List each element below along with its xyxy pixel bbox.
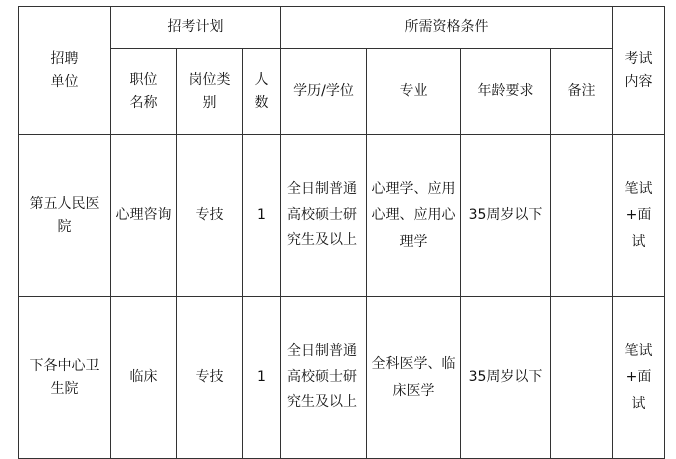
cell-major: 心理学、应用心理、应用心理学 [367,135,461,297]
cell-education: 全日制普通高校硕士研究生及以上 [281,135,367,297]
recruitment-table-container [18,6,665,459]
cell-position-type: 专技 [177,297,243,459]
cell-exam: 笔试+面试 [613,135,665,297]
cell-position-type: 专技 [177,135,243,297]
cell-education: 全日制普通高校硕士研究生及以上 [281,297,367,459]
cell-remarks [551,297,613,459]
cell-age: 35周岁以下 [461,135,551,297]
header-row-top [19,7,665,49]
header-exam: 考试内容 [613,7,665,135]
header-remarks: 备注 [551,49,613,135]
cell-unit: 下各中心卫生院 [19,297,111,459]
header-position-type: 岗位类别 [177,49,243,135]
header-major: 专业 [367,49,461,135]
cell-major: 全科医学、临床医学 [367,297,461,459]
cell-count: 1 [243,135,281,297]
recruitment-table [18,6,665,459]
cell-age: 35周岁以下 [461,297,551,459]
cell-position-name: 心理咨询 [111,135,177,297]
header-plan: 招考计划 [111,7,281,49]
header-position-name: 职位名称 [111,49,177,135]
table-row [19,297,665,459]
header-count: 人数 [243,49,281,135]
table-row [19,135,665,297]
header-unit: 招聘单位 [19,7,111,135]
header-row-sub [19,49,665,135]
cell-exam: 笔试+面试 [613,297,665,459]
cell-count: 1 [243,297,281,459]
header-qualifications: 所需资格条件 [281,7,613,49]
cell-position-name: 临床 [111,297,177,459]
header-education: 学历/学位 [281,49,367,135]
header-age: 年龄要求 [461,49,551,135]
cell-remarks [551,135,613,297]
cell-unit: 第五人民医院 [19,135,111,297]
